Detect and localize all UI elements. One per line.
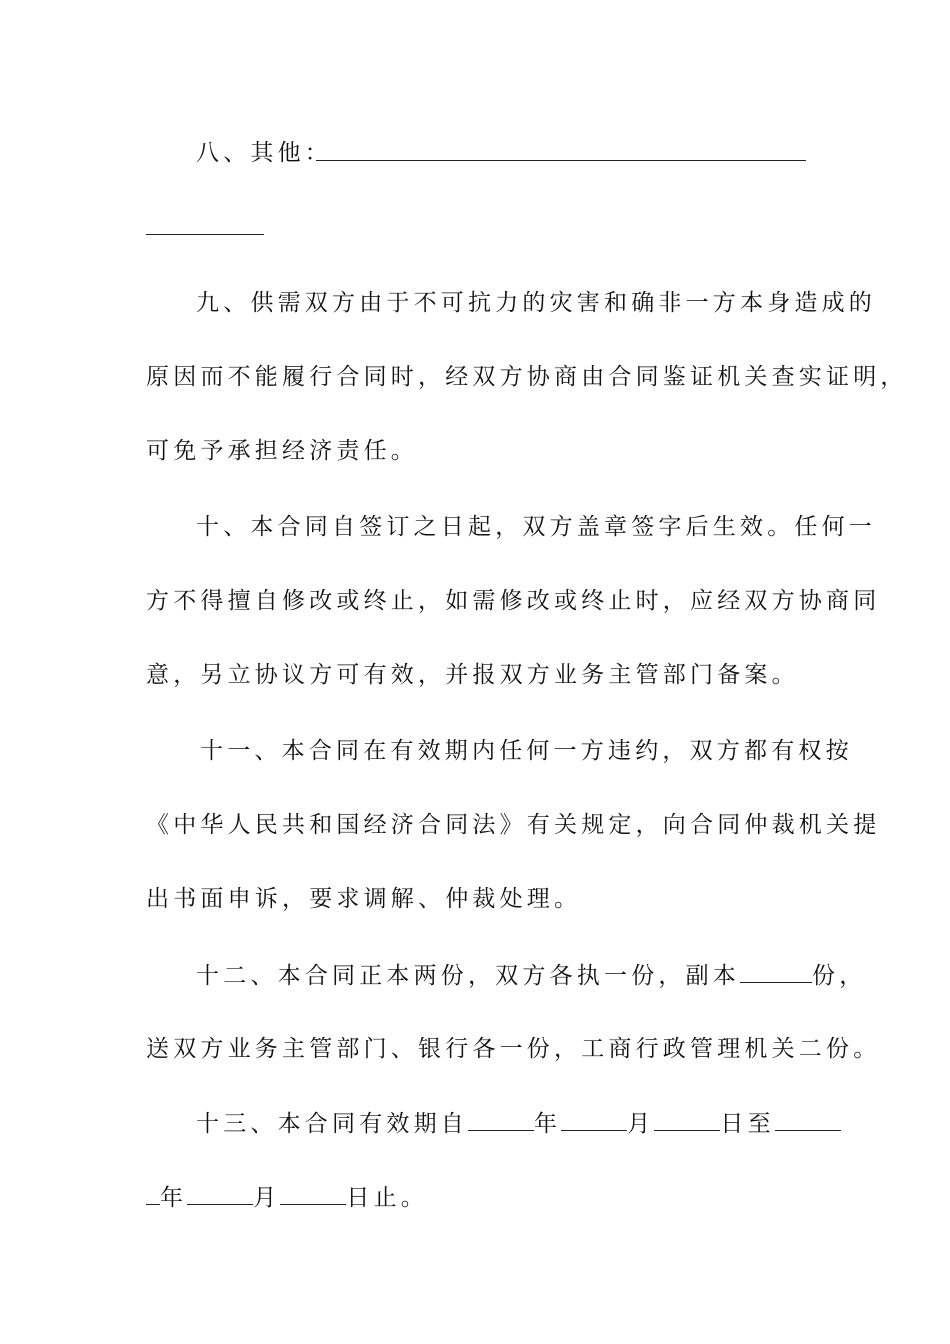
clause-13-day-end-label: 日止。	[346, 1185, 429, 1211]
clause-13-day-to-label: 日至	[720, 1111, 775, 1137]
clause-9-line-2: 原因而不能履行合同时，经双方协商由合同鉴证机关查实证明，	[146, 364, 908, 390]
clause-13-line-1	[196, 1108, 856, 1139]
clause-11-line-2: 《中华人民共和国经济合同法》有关规定，向合同仲裁机关提	[146, 812, 881, 838]
copies-count-blank[interactable]	[740, 960, 812, 983]
clause-13-month-label: 月	[627, 1111, 655, 1137]
clause-13-year-label: 年	[534, 1111, 562, 1137]
clause-8-blank-line[interactable]	[316, 160, 806, 161]
end-day-blank[interactable]	[280, 1182, 346, 1205]
clause-13-line-2	[146, 1182, 806, 1213]
clause-12-line-2: 送双方业务主管部门、银行各一份，工商行政管理机关二份。	[146, 1036, 881, 1062]
clause-9-line-3: 可免予承担经济责任。	[146, 438, 418, 464]
end-year-blank[interactable]	[775, 1108, 841, 1131]
start-day-blank[interactable]	[654, 1108, 720, 1131]
clause-9-line-1: 九、供需双方由于不可抗力的灾害和确非一方本身造成的	[196, 290, 876, 316]
clause-13-year2-label: 年	[160, 1185, 188, 1211]
clause-12-text-a: 十二、本合同正本两份，双方各执一份，副本	[196, 963, 740, 989]
clause-13-prefix: 十三、本合同有效期自	[196, 1111, 468, 1137]
clause-8-blank-line-continued[interactable]	[146, 234, 264, 235]
clause-12-line-1	[196, 960, 867, 991]
clause-11-line-3: 出书面申诉，要求调解、仲裁处理。	[146, 886, 582, 912]
clause-8-label: 八、其他：	[196, 140, 332, 166]
end-month-blank[interactable]	[187, 1182, 253, 1205]
start-month-blank[interactable]	[561, 1108, 627, 1131]
clause-10-line-3: 意，另立协议方可有效，并报双方业务主管部门备案。	[146, 662, 799, 688]
clause-10-line-1: 十、本合同自签订之日起，双方盖章签字后生效。任何一	[196, 514, 876, 540]
start-year-blank[interactable]	[468, 1108, 534, 1131]
end-year-blank-continued[interactable]	[146, 1182, 160, 1205]
clause-13-month2-label: 月	[253, 1185, 281, 1211]
clause-11-line-1: 十一、本合同在有效期内任何一方违约，双方都有权按	[200, 738, 853, 764]
clause-10-line-2: 方不得擅自修改或终止，如需修改或终止时，应经双方协商同	[146, 588, 881, 614]
clause-12-text-b: 份，	[812, 963, 867, 989]
